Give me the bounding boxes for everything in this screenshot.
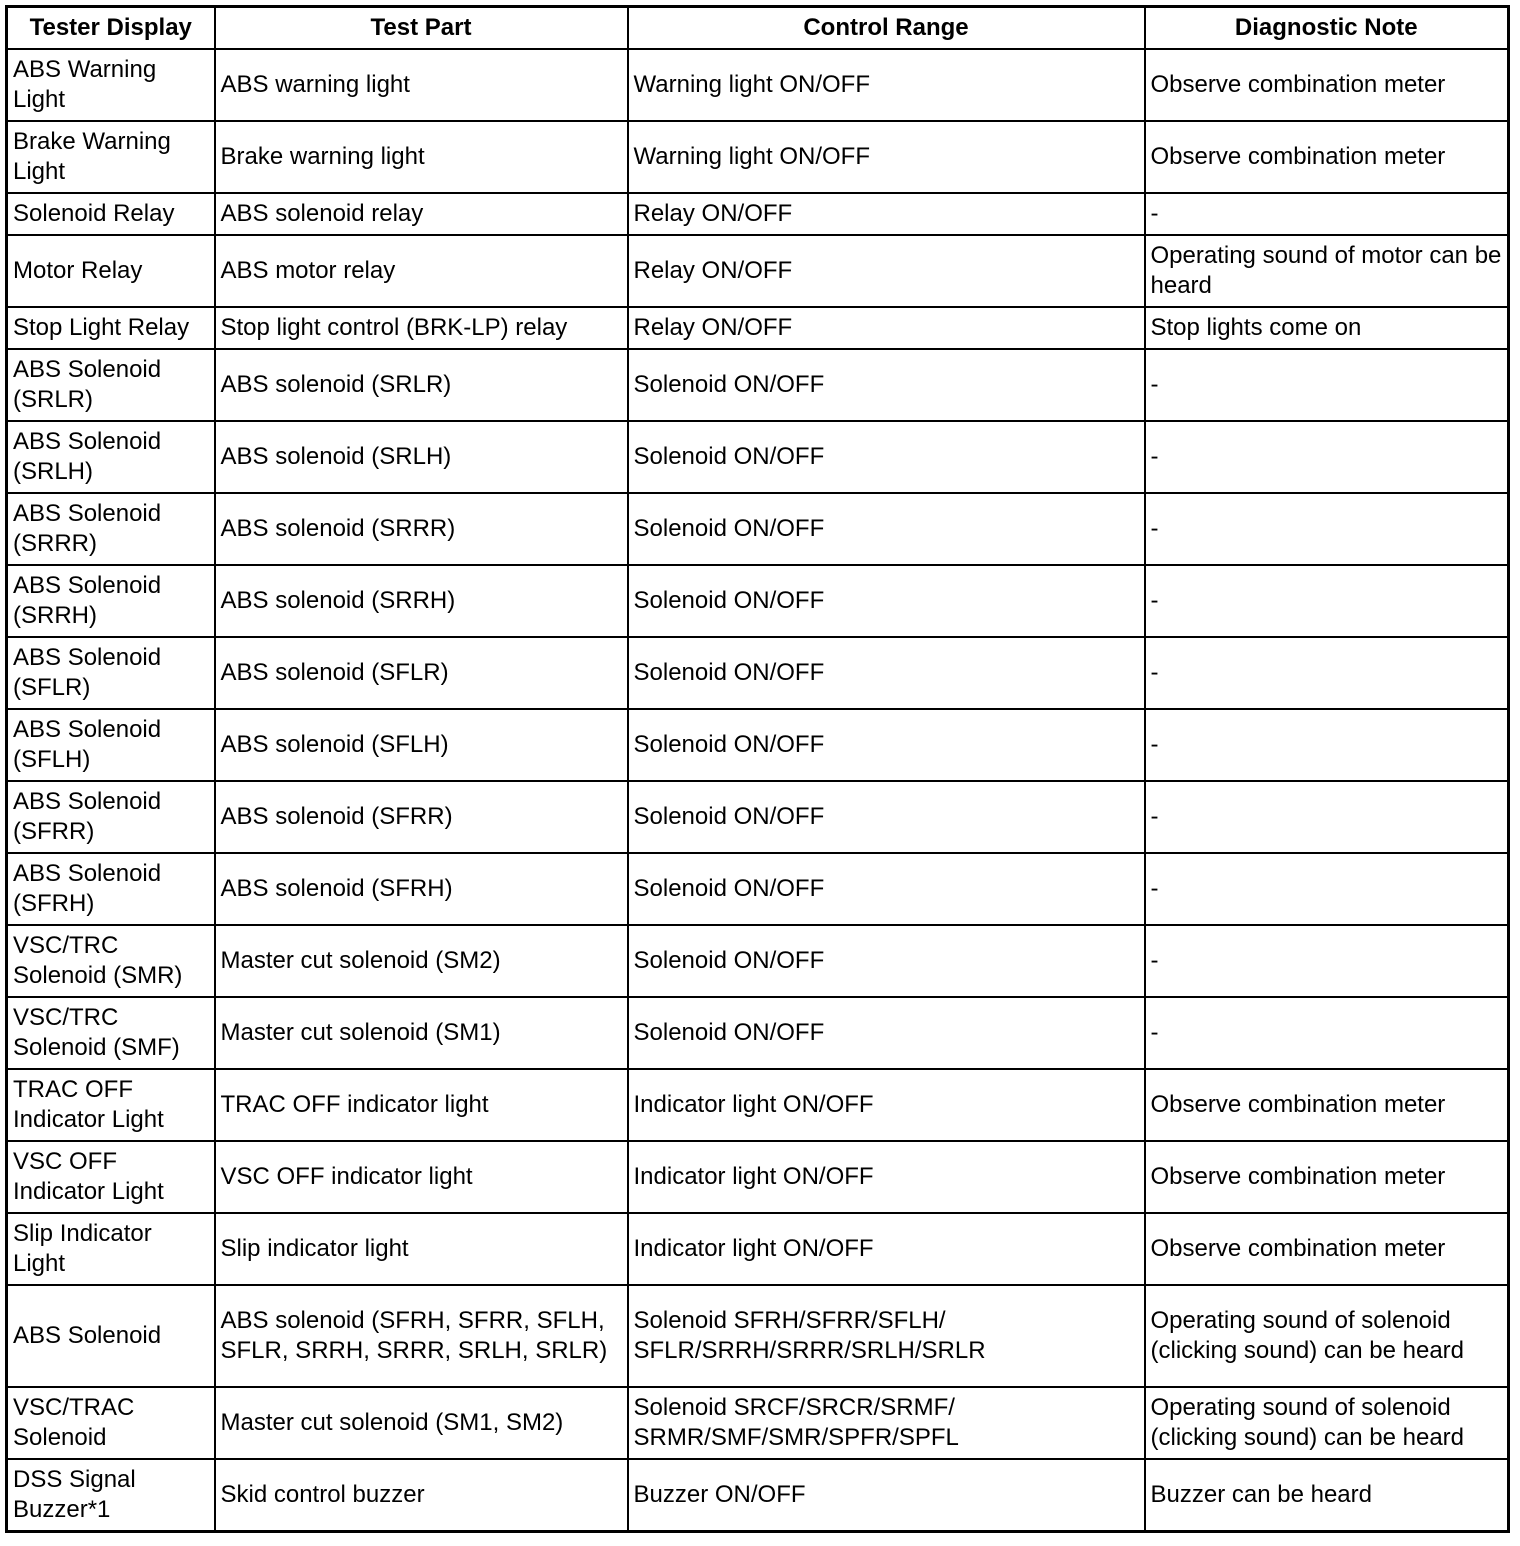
cell-diagnostic-note: -: [1145, 349, 1509, 421]
header-diagnostic-note: Diagnostic Note: [1145, 7, 1509, 50]
cell-control-range: Relay ON/OFF: [628, 307, 1145, 349]
cell-diagnostic-note: -: [1145, 925, 1509, 997]
cell-tester-display: VSC/TRC Solenoid (SMR): [7, 925, 215, 997]
cell-diagnostic-note: -: [1145, 781, 1509, 853]
cell-diagnostic-note: Observe combination meter: [1145, 1213, 1509, 1285]
cell-tester-display: ABS Solenoid (SFRH): [7, 853, 215, 925]
table-row: [7, 781, 1509, 853]
cell-control-range: Solenoid ON/OFF: [628, 709, 1145, 781]
cell-diagnostic-note: Observe combination meter: [1145, 121, 1509, 193]
cell-test-part: Skid control buzzer: [215, 1459, 628, 1531]
table-row: [7, 1387, 1509, 1459]
cell-test-part: ABS motor relay: [215, 235, 628, 307]
cell-control-range: Indicator light ON/OFF: [628, 1213, 1145, 1285]
cell-diagnostic-note: -: [1145, 997, 1509, 1069]
cell-test-part: ABS solenoid (SRRH): [215, 565, 628, 637]
cell-diagnostic-note: Observe combination meter: [1145, 1141, 1509, 1213]
cell-tester-display: ABS Solenoid: [7, 1285, 215, 1387]
cell-control-range: Relay ON/OFF: [628, 235, 1145, 307]
cell-tester-display: ABS Solenoid (SRRR): [7, 493, 215, 565]
cell-diagnostic-note: -: [1145, 709, 1509, 781]
table-row: [7, 1213, 1509, 1285]
cell-test-part: ABS solenoid (SFRH, SFRR, SFLH, SFLR, SRRH, SRRR, SRLH, SRLR): [215, 1285, 628, 1387]
cell-test-part: ABS solenoid (SFRH): [215, 853, 628, 925]
table-row: [7, 925, 1509, 997]
cell-test-part: Stop light control (BRK-LP) relay: [215, 307, 628, 349]
cell-test-part: Master cut solenoid (SM2): [215, 925, 628, 997]
cell-control-range: Solenoid ON/OFF: [628, 637, 1145, 709]
table-row: [7, 637, 1509, 709]
cell-tester-display: TRAC OFF Indicator Light: [7, 1069, 215, 1141]
cell-test-part: ABS solenoid (SFLH): [215, 709, 628, 781]
cell-tester-display: ABS Solenoid (SRLH): [7, 421, 215, 493]
table-row: [7, 565, 1509, 637]
cell-test-part: Master cut solenoid (SM1): [215, 997, 628, 1069]
table-row: [7, 853, 1509, 925]
table-row: [7, 193, 1509, 235]
cell-control-range: Solenoid ON/OFF: [628, 421, 1145, 493]
cell-diagnostic-note: -: [1145, 493, 1509, 565]
cell-test-part: TRAC OFF indicator light: [215, 1069, 628, 1141]
cell-control-range: Buzzer ON/OFF: [628, 1459, 1145, 1531]
table-row: [7, 49, 1509, 121]
cell-diagnostic-note: -: [1145, 565, 1509, 637]
cell-tester-display: DSS Signal Buzzer*1: [7, 1459, 215, 1531]
table-row: [7, 235, 1509, 307]
active-test-table: [5, 5, 1510, 1533]
cell-tester-display: ABS Solenoid (SFLH): [7, 709, 215, 781]
cell-control-range: Indicator light ON/OFF: [628, 1141, 1145, 1213]
cell-diagnostic-note: -: [1145, 193, 1509, 235]
cell-control-range: Relay ON/OFF: [628, 193, 1145, 235]
cell-control-range: Solenoid ON/OFF: [628, 925, 1145, 997]
table-row: [7, 307, 1509, 349]
table-row: [7, 1285, 1509, 1387]
header-row: [7, 7, 1509, 50]
cell-test-part: Brake warning light: [215, 121, 628, 193]
cell-test-part: Slip indicator light: [215, 1213, 628, 1285]
cell-test-part: VSC OFF indicator light: [215, 1141, 628, 1213]
cell-tester-display: Motor Relay: [7, 235, 215, 307]
cell-control-range: Solenoid SRCF/SRCR/SRMF/ SRMR/SMF/SMR/SPFR/SPFL: [628, 1387, 1145, 1459]
cell-test-part: ABS warning light: [215, 49, 628, 121]
cell-test-part: ABS solenoid (SFRR): [215, 781, 628, 853]
cell-tester-display: VSC OFF Indicator Light: [7, 1141, 215, 1213]
cell-test-part: ABS solenoid (SRLH): [215, 421, 628, 493]
cell-tester-display: VSC/TRAC Solenoid: [7, 1387, 215, 1459]
cell-tester-display: ABS Solenoid (SRLR): [7, 349, 215, 421]
cell-test-part: ABS solenoid (SRLR): [215, 349, 628, 421]
table-row: [7, 421, 1509, 493]
cell-control-range: Warning light ON/OFF: [628, 121, 1145, 193]
table-row: [7, 349, 1509, 421]
cell-test-part: ABS solenoid relay: [215, 193, 628, 235]
header-control-range: Control Range: [628, 7, 1145, 50]
table-row: [7, 493, 1509, 565]
cell-control-range: Indicator light ON/OFF: [628, 1069, 1145, 1141]
cell-diagnostic-note: -: [1145, 853, 1509, 925]
table-row: [7, 997, 1509, 1069]
cell-tester-display: VSC/TRC Solenoid (SMF): [7, 997, 215, 1069]
cell-control-range: Solenoid SFRH/SFRR/SFLH/ SFLR/SRRH/SRRR/SRLH/SRLR: [628, 1285, 1145, 1387]
cell-diagnostic-note: Buzzer can be heard: [1145, 1459, 1509, 1531]
cell-control-range: Solenoid ON/OFF: [628, 997, 1145, 1069]
cell-test-part: ABS solenoid (SRRR): [215, 493, 628, 565]
cell-test-part: ABS solenoid (SFLR): [215, 637, 628, 709]
cell-diagnostic-note: Stop lights come on: [1145, 307, 1509, 349]
cell-diagnostic-note: Operating sound of solenoid (clicking sound) can be heard: [1145, 1285, 1509, 1387]
header-tester-display: Tester Display: [7, 7, 215, 50]
table-row: [7, 1069, 1509, 1141]
cell-test-part: Master cut solenoid (SM1, SM2): [215, 1387, 628, 1459]
header-test-part: Test Part: [215, 7, 628, 50]
table-row: [7, 1459, 1509, 1531]
cell-control-range: Solenoid ON/OFF: [628, 565, 1145, 637]
cell-control-range: Warning light ON/OFF: [628, 49, 1145, 121]
cell-diagnostic-note: -: [1145, 637, 1509, 709]
cell-tester-display: ABS Solenoid (SFRR): [7, 781, 215, 853]
table-row: [7, 1141, 1509, 1213]
cell-diagnostic-note: Observe combination meter: [1145, 49, 1509, 121]
table-body: [7, 49, 1509, 1531]
cell-tester-display: ABS Solenoid (SFLR): [7, 637, 215, 709]
table-row: [7, 709, 1509, 781]
cell-control-range: Solenoid ON/OFF: [628, 493, 1145, 565]
cell-tester-display: Slip Indicator Light: [7, 1213, 215, 1285]
cell-control-range: Solenoid ON/OFF: [628, 853, 1145, 925]
cell-control-range: Solenoid ON/OFF: [628, 349, 1145, 421]
cell-diagnostic-note: -: [1145, 421, 1509, 493]
cell-diagnostic-note: Operating sound of motor can be heard: [1145, 235, 1509, 307]
cell-tester-display: Solenoid Relay: [7, 193, 215, 235]
cell-diagnostic-note: Operating sound of solenoid (clicking sound) can be heard: [1145, 1387, 1509, 1459]
cell-diagnostic-note: Observe combination meter: [1145, 1069, 1509, 1141]
cell-tester-display: Brake Warning Light: [7, 121, 215, 193]
table-row: [7, 121, 1509, 193]
cell-control-range: Solenoid ON/OFF: [628, 781, 1145, 853]
cell-tester-display: ABS Solenoid (SRRH): [7, 565, 215, 637]
cell-tester-display: ABS Warning Light: [7, 49, 215, 121]
cell-tester-display: Stop Light Relay: [7, 307, 215, 349]
